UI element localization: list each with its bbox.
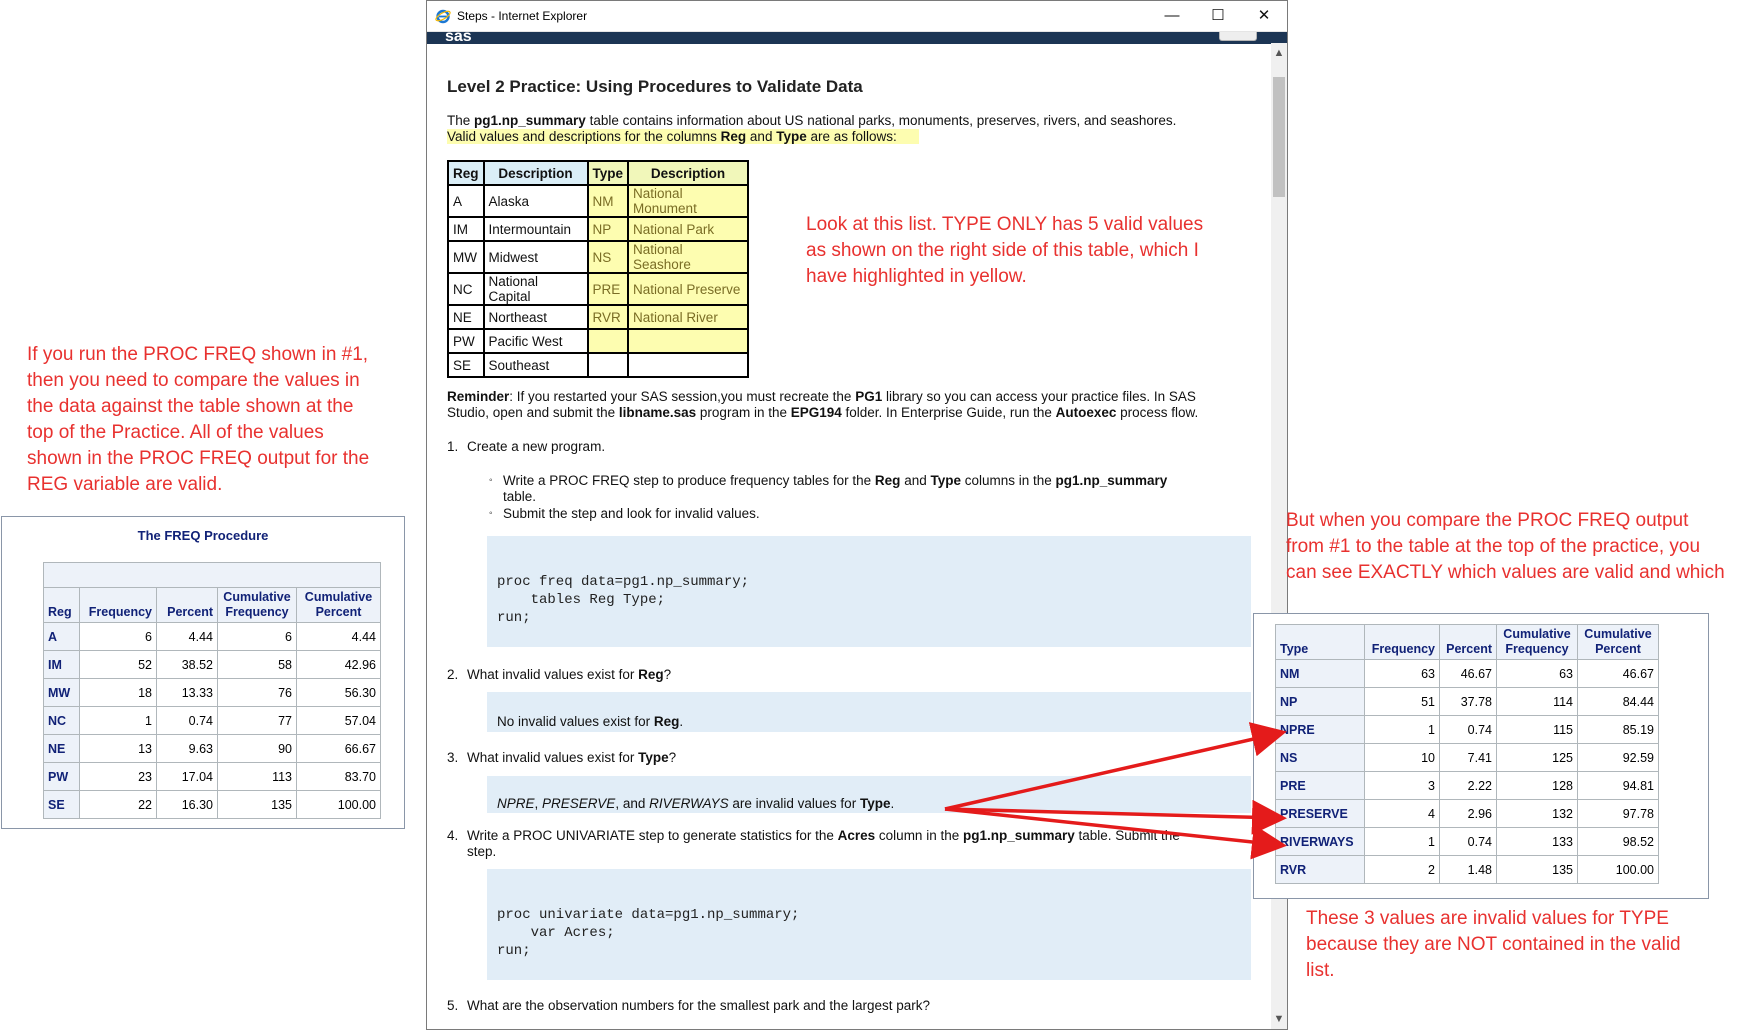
cell: PRE <box>1276 772 1365 800</box>
col-header: Cumulative Frequency <box>218 588 297 623</box>
cell: 0.74 <box>1440 716 1497 744</box>
text: Submit the step and look for invalid values. <box>503 506 760 521</box>
note-line: These 3 values are invalid values for TYPE <box>1306 908 1669 929</box>
cell: RVR <box>588 305 629 329</box>
cell: 17.04 <box>157 763 218 791</box>
code-block-proc-univariate[interactable]: proc univariate data=pg1.np_summary; var Acres; run; <box>487 869 1251 980</box>
freq-reg-output <box>1 516 405 829</box>
text: RIVERWAYS <box>649 796 729 811</box>
text: pg1.np_summary <box>962 828 1075 843</box>
cell: 83.70 <box>297 763 381 791</box>
text: table contains information about US national parks, monuments, preserves, rivers, and seashores. <box>585 113 1177 128</box>
cell: 1 <box>1365 716 1440 744</box>
text: PG1 <box>855 389 883 404</box>
text: . <box>679 714 684 729</box>
step-number: 5. <box>447 998 459 1013</box>
cell: 0.74 <box>157 707 218 735</box>
cell: IM <box>44 651 80 679</box>
text: Reg <box>638 667 664 682</box>
cell: 6 <box>218 623 297 651</box>
note-line: top of the Practice. All of the values <box>27 422 324 443</box>
scroll-up-icon[interactable]: ▲ <box>1273 47 1285 59</box>
cell: 94.81 <box>1578 772 1659 800</box>
text: Valid values and descriptions for the columns <box>447 129 721 144</box>
cell: NM <box>1276 660 1365 688</box>
text: Write a PROC UNIVARIATE step to generate statistics for the <box>467 828 838 843</box>
internet-explorer-icon <box>435 8 451 24</box>
cell <box>588 353 629 377</box>
col-header: Type <box>588 161 629 185</box>
col-header: Frequency <box>80 588 157 623</box>
col-header: Cumulative Frequency <box>1497 625 1578 660</box>
col-header: Cumulative Percent <box>297 588 381 623</box>
cell: NC <box>448 273 484 305</box>
cell: 76 <box>218 679 297 707</box>
text: pg1.np_summary <box>1055 473 1168 488</box>
text: step. <box>467 844 497 859</box>
text: Write a PROC FREQ step to produce frequency tables for the <box>503 473 875 488</box>
intro-text <box>447 113 1257 129</box>
text: Reg <box>653 714 680 729</box>
note-line: from #1 to the table at the top of the practice, you <box>1286 536 1701 557</box>
col-header: Cumulative Percent <box>1578 625 1659 660</box>
cell: PW <box>448 329 484 353</box>
cell: 135 <box>1497 856 1578 884</box>
table-row <box>1276 856 1659 884</box>
ie-window <box>426 0 1288 1030</box>
text: EPG194 <box>790 405 842 420</box>
cell: 2.96 <box>1440 800 1497 828</box>
text: table. <box>503 489 537 504</box>
note-line: But when you compare the PROC FREQ output <box>1286 510 1689 531</box>
cell: 38.52 <box>157 651 218 679</box>
note-line: can see EXACTLY which values are valid and which <box>1286 562 1725 583</box>
note-line: If you run the PROC FREQ shown in #1, <box>27 344 369 365</box>
page-content <box>447 43 1253 1029</box>
cell: 128 <box>1497 772 1578 800</box>
highlighted-line <box>447 129 919 144</box>
text: column in the <box>875 828 963 843</box>
text: program in the <box>696 405 791 420</box>
text: process flow. <box>1116 405 1199 420</box>
cell: RIVERWAYS <box>1276 828 1365 856</box>
cell: 1.48 <box>1440 856 1497 884</box>
step-5 <box>447 998 930 1014</box>
cell: National Capital <box>484 273 588 305</box>
cell <box>588 329 629 353</box>
annotation-type-valid <box>806 212 1226 290</box>
annotation-invalid-values <box>1306 906 1736 984</box>
note-line: the data against the table shown at the <box>27 396 354 417</box>
cell: 115 <box>1497 716 1578 744</box>
freq-type-table <box>1275 624 1659 884</box>
col-header: Reg <box>448 161 484 185</box>
minimize-button[interactable]: — <box>1164 7 1180 24</box>
text: , and <box>615 796 650 811</box>
table-row <box>1276 716 1659 744</box>
cell: NE <box>44 735 80 763</box>
cell: 4.44 <box>297 623 381 651</box>
cell: 16.30 <box>157 791 218 819</box>
text: Reg <box>874 473 901 488</box>
cell: 13 <box>80 735 157 763</box>
text: PRESERVE <box>542 796 616 811</box>
table-row <box>1276 660 1659 688</box>
text: table. Submit the <box>1074 828 1180 843</box>
cell: 98.52 <box>1578 828 1659 856</box>
step-number: 1. <box>447 439 459 454</box>
step-4 <box>447 828 1257 860</box>
cell: 2.22 <box>1440 772 1497 800</box>
cell: NP <box>1276 688 1365 716</box>
bullet-1 <box>489 473 1243 505</box>
cell: 6 <box>80 623 157 651</box>
note-line: then you need to compare the values in <box>27 370 360 391</box>
cell: A <box>448 185 484 217</box>
note-line: Look at this list. TYPE ONLY has 5 valid values <box>806 214 1204 235</box>
bullet-2 <box>489 506 1243 522</box>
cell: 3 <box>1365 772 1440 800</box>
text: Reminder <box>447 389 510 404</box>
text: Autoexec <box>1055 405 1117 420</box>
note-line: list. <box>1306 960 1335 981</box>
bullet-icon: ◦ <box>489 475 493 486</box>
text: folder. In Enterprise Guide, run the <box>841 405 1056 420</box>
text: Reg <box>720 129 747 144</box>
cell: Alaska <box>484 185 588 217</box>
freq-title-cell <box>44 563 381 588</box>
table-row <box>448 185 748 217</box>
col-header: Reg <box>44 588 80 623</box>
cell: 97.78 <box>1578 800 1659 828</box>
sas-logo: sas <box>445 28 472 45</box>
cell: 1 <box>80 707 157 735</box>
cell: National River <box>628 305 748 329</box>
text: and <box>746 129 777 144</box>
answer-3 <box>487 776 1251 813</box>
freq-type-output <box>1253 613 1709 899</box>
note-line: have highlighted in yellow. <box>806 266 1027 287</box>
cell: National Seashore <box>628 241 748 273</box>
cell: 113 <box>218 763 297 791</box>
cell: NE <box>448 305 484 329</box>
text: ? <box>668 750 677 765</box>
cell: 42.96 <box>297 651 381 679</box>
col-header: Type <box>1276 625 1365 660</box>
note-line: REG variable are valid. <box>27 474 223 495</box>
cell: 37.78 <box>1440 688 1497 716</box>
answer-2 <box>487 692 1251 732</box>
cell: Northeast <box>484 305 588 329</box>
cell: 77 <box>218 707 297 735</box>
table-row <box>44 623 381 651</box>
text: What are the observation numbers for the smallest park and the largest park? <box>467 998 930 1013</box>
cell: 22 <box>80 791 157 819</box>
step-3 <box>447 750 677 766</box>
table-row <box>1276 744 1659 772</box>
table-row <box>448 273 748 305</box>
cell: 100.00 <box>297 791 381 819</box>
cell: SE <box>44 791 80 819</box>
cell: NP <box>588 217 629 241</box>
table-row <box>44 707 381 735</box>
valid-values-text <box>447 129 919 145</box>
table-row <box>448 241 748 273</box>
cell: National Park <box>628 217 748 241</box>
cell: National Monument <box>628 185 748 217</box>
valid-values-table <box>447 160 749 378</box>
col-header: Percent <box>157 588 218 623</box>
cell: 9.63 <box>157 735 218 763</box>
cell: 100.00 <box>1578 856 1659 884</box>
cell: PRESERVE <box>1276 800 1365 828</box>
step-number: 2. <box>447 667 459 682</box>
text: Type <box>638 750 669 765</box>
cell: 135 <box>218 791 297 819</box>
cell: 114 <box>1497 688 1578 716</box>
table-row <box>448 305 748 329</box>
cell: 0.74 <box>1440 828 1497 856</box>
cell <box>628 329 748 353</box>
freq-procedure-title: The FREQ Procedure <box>137 528 269 543</box>
cell: NS <box>1276 744 1365 772</box>
bullet-icon: ◦ <box>489 508 493 519</box>
reminder-text <box>447 389 1259 421</box>
table-row <box>1276 800 1659 828</box>
text: Studio, open and submit the <box>447 405 619 420</box>
text: Type <box>930 473 961 488</box>
maximize-button[interactable]: ☐ <box>1211 7 1225 24</box>
cell: Southeast <box>484 353 588 377</box>
table-row <box>44 679 381 707</box>
cell: 18 <box>80 679 157 707</box>
cell: PW <box>44 763 80 791</box>
cell: 2 <box>1365 856 1440 884</box>
cell: 92.59 <box>1578 744 1659 772</box>
cell: IM <box>448 217 484 241</box>
table-row <box>448 329 748 353</box>
cell: NS <box>588 241 629 273</box>
cell: 84.44 <box>1578 688 1659 716</box>
cell: 13.33 <box>157 679 218 707</box>
text: libname.sas <box>618 405 697 420</box>
text: columns in the <box>960 473 1056 488</box>
cell: 125 <box>1497 744 1578 772</box>
col-header: Frequency <box>1365 625 1440 660</box>
text: Type <box>776 129 807 144</box>
text: No invalid values exist for <box>497 714 654 729</box>
cell: NPRE <box>1276 716 1365 744</box>
annotation-reg-valid <box>27 342 397 498</box>
cell: 63 <box>1497 660 1578 688</box>
note-line: as shown on the right side of this table, which I <box>806 240 1199 261</box>
note-line: shown in the PROC FREQ output for the <box>27 448 370 469</box>
step-1 <box>447 439 606 455</box>
cell: 46.67 <box>1440 660 1497 688</box>
cell: PRE <box>588 273 629 305</box>
cell: 58 <box>218 651 297 679</box>
page-title: Level 2 Practice: Using Procedures to Validate Data <box>447 77 863 96</box>
col-header: Description <box>484 161 588 185</box>
scroll-down-icon[interactable]: ▼ <box>1273 1013 1285 1025</box>
cell: NM <box>588 185 629 217</box>
title-bar[interactable] <box>427 1 1287 32</box>
step-number: 4. <box>447 828 459 843</box>
cell: RVR <box>1276 856 1365 884</box>
text: pg1.np_summary <box>474 113 586 128</box>
text: . <box>890 796 895 811</box>
cell: SE <box>448 353 484 377</box>
freq-reg-table <box>43 562 381 819</box>
cell: 4.44 <box>157 623 218 651</box>
cell: 23 <box>80 763 157 791</box>
table-row <box>1276 828 1659 856</box>
cell: Intermountain <box>484 217 588 241</box>
table-row <box>1276 772 1659 800</box>
scroll-thumb[interactable] <box>1273 77 1285 197</box>
col-header: Percent <box>1440 625 1497 660</box>
col-header: Description <box>628 161 748 185</box>
cell: MW <box>448 241 484 273</box>
cell: 46.67 <box>1578 660 1659 688</box>
cell: 10 <box>1365 744 1440 772</box>
text: ? <box>663 667 672 682</box>
table-row <box>1276 688 1659 716</box>
cell: 52 <box>80 651 157 679</box>
cell: A <box>44 623 80 651</box>
cell: 56.30 <box>297 679 381 707</box>
cell: NC <box>44 707 80 735</box>
window-title: Steps - Internet Explorer <box>457 9 588 23</box>
text: Create a new program. <box>467 439 606 454</box>
cell: 57.04 <box>297 707 381 735</box>
close-button[interactable]: ✕ <box>1257 7 1271 24</box>
step-number: 3. <box>447 750 459 765</box>
cell: 7.41 <box>1440 744 1497 772</box>
cell: 51 <box>1365 688 1440 716</box>
cell: 63 <box>1365 660 1440 688</box>
cell: MW <box>44 679 80 707</box>
text: What invalid values exist for <box>467 667 639 682</box>
text: library so you can access your practice files. In SAS <box>882 389 1196 404</box>
text: , <box>534 796 543 811</box>
cell: 133 <box>1497 828 1578 856</box>
text: NPRE <box>497 796 535 811</box>
cell <box>628 353 748 377</box>
note-line: because they are NOT contained in the valid <box>1306 934 1681 955</box>
cell: 66.67 <box>297 735 381 763</box>
table-row <box>448 217 748 241</box>
cell: 1 <box>1365 828 1440 856</box>
text: Acres <box>837 828 876 843</box>
text: are as follows: <box>806 129 897 144</box>
cell: Midwest <box>484 241 588 273</box>
table-row <box>44 763 381 791</box>
cell: 90 <box>218 735 297 763</box>
step-2 <box>447 667 672 683</box>
text: and <box>900 473 931 488</box>
text: : If you restarted your SAS session,you must recreate the <box>509 389 856 404</box>
text: are invalid values for <box>728 796 860 811</box>
table-row <box>44 651 381 679</box>
text: The <box>447 113 475 128</box>
annotation-compare <box>1286 508 1747 586</box>
cell: National Preserve <box>628 273 748 305</box>
banner-button[interactable] <box>1219 32 1257 41</box>
cell: 4 <box>1365 800 1440 828</box>
text: What invalid values exist for <box>467 750 639 765</box>
text: Type <box>859 796 891 811</box>
table-row <box>44 735 381 763</box>
code-block-proc-freq[interactable]: proc freq data=pg1.np_summary; tables Reg Type; run; <box>487 536 1251 647</box>
cell: 132 <box>1497 800 1578 828</box>
table-row <box>44 791 381 819</box>
cell: 85.19 <box>1578 716 1659 744</box>
table-row <box>448 353 748 377</box>
cell: Pacific West <box>484 329 588 353</box>
